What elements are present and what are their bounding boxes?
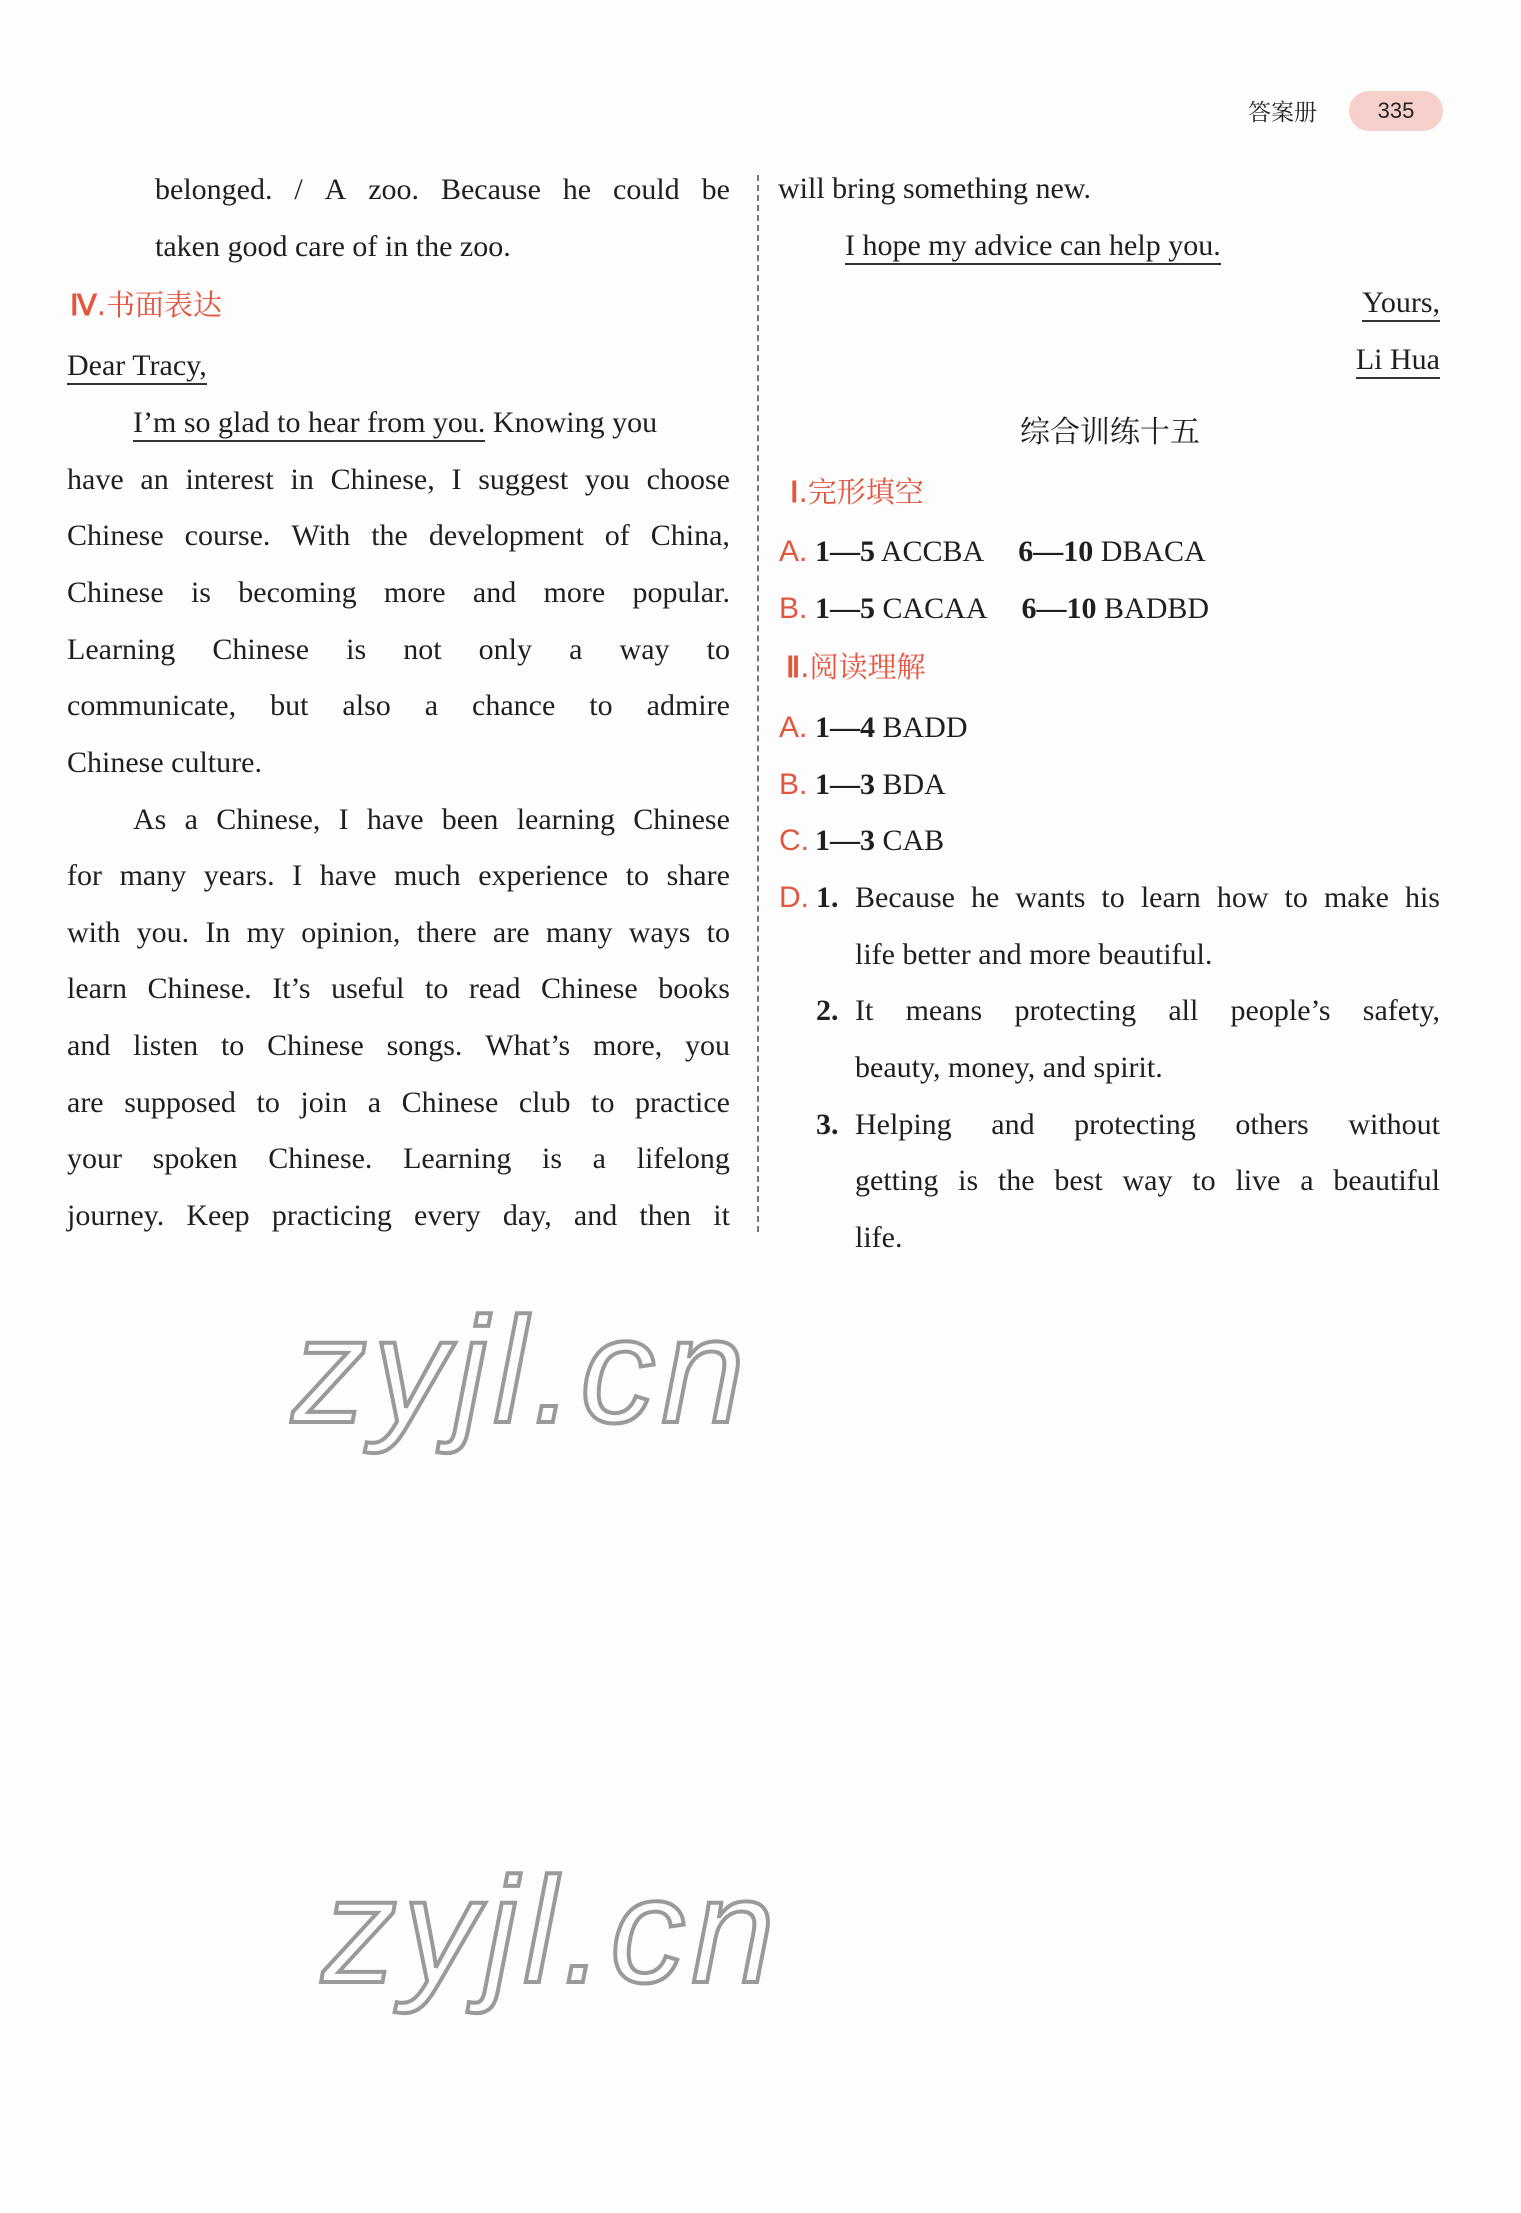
text-line (67, 688, 730, 724)
word: to (220, 1029, 245, 1062)
word: and (573, 1199, 618, 1232)
word: As (133, 803, 167, 836)
word: Learning (403, 1142, 512, 1175)
text-line (67, 858, 730, 894)
text-line: life better and more beautiful. (855, 938, 1213, 971)
word: getting (855, 1164, 939, 1197)
text-line: taken good care of in the zoo. (155, 230, 511, 263)
word: is (190, 576, 211, 609)
word: supposed (124, 1086, 236, 1119)
item-number: 2. (816, 994, 839, 1027)
text-line (67, 632, 730, 668)
word: Chinese (541, 972, 638, 1005)
section-title: .书面表达 (96, 288, 222, 322)
word: years. (203, 859, 275, 892)
word: way (1122, 1164, 1173, 1197)
word: journey. (67, 1199, 165, 1232)
word: Chinese (67, 576, 164, 609)
word: could (613, 173, 680, 206)
word: it (713, 1199, 730, 1232)
word: Because (440, 173, 541, 206)
word: interest (185, 463, 274, 496)
underlined-sentence: I’m so glad to hear from you. (133, 406, 485, 442)
letter-closing: Yours, (1200, 285, 1440, 321)
page-number-badge: 335 (1349, 91, 1443, 131)
word: have (366, 803, 424, 836)
word: are (67, 1086, 104, 1119)
word: useful (331, 972, 405, 1005)
word: songs. (386, 1029, 463, 1062)
word: best (1054, 1164, 1103, 1197)
word: lifelong (636, 1142, 730, 1175)
word: your (67, 1142, 122, 1175)
text-line (67, 1198, 730, 1234)
word: learn (1140, 881, 1201, 914)
answer-line: A. 1—5 ACCBA 6—10 DBACA (779, 535, 1206, 568)
section-title: .阅读理解 (800, 650, 926, 684)
word: Chinese (267, 1029, 364, 1062)
word: many (119, 859, 187, 892)
word: learn (67, 972, 127, 1005)
word: and (991, 1108, 1035, 1141)
word: others (1235, 1108, 1309, 1141)
word: without (1348, 1108, 1440, 1141)
exercise-title: 综合训练十五 (1020, 415, 1200, 450)
word: join (300, 1086, 348, 1119)
word: protecting (1014, 994, 1137, 1027)
word: he (971, 881, 1000, 914)
word: you (584, 463, 630, 496)
watermark: zyjl.cn (322, 1846, 781, 2014)
word: have (67, 463, 124, 496)
word: there (416, 916, 477, 949)
word: make (1323, 881, 1389, 914)
section-number: Ⅰ (790, 477, 799, 509)
text-line (67, 1028, 730, 1064)
word: been (441, 803, 499, 836)
letter-greeting: Dear Tracy, (67, 348, 207, 384)
word: protecting (1074, 1108, 1196, 1141)
word: an (140, 463, 169, 496)
word: way (619, 633, 670, 666)
word: to (591, 1086, 615, 1119)
word: in (290, 463, 314, 496)
text-line (155, 172, 730, 208)
word: to (589, 689, 613, 722)
word: experience (478, 859, 609, 892)
word: every (414, 1199, 481, 1232)
word: is (958, 1164, 979, 1197)
word: course. (184, 519, 271, 552)
word: In (205, 916, 231, 949)
word: more, (593, 1029, 663, 1062)
word: you (685, 1029, 730, 1062)
answer-letter: A. (779, 535, 808, 568)
word: to (1192, 1164, 1216, 1197)
word: development (428, 519, 584, 552)
text-line: will bring something new. (778, 172, 1092, 205)
word: listen (133, 1029, 199, 1062)
word: choose (646, 463, 730, 496)
text-line: I’m so glad to hear from you. Knowing you (133, 405, 730, 441)
word: / (294, 173, 303, 206)
word: to (256, 1086, 280, 1119)
word: ways (628, 916, 691, 949)
word: opinion, (301, 916, 401, 949)
word: club (518, 1086, 571, 1119)
word: then (639, 1199, 692, 1232)
word: Chinese (401, 1086, 499, 1119)
word: I (451, 463, 462, 496)
word: how (1216, 881, 1269, 914)
word: Learning (67, 633, 176, 666)
word: you. (136, 916, 190, 949)
text-line (855, 1163, 1440, 1199)
answer-line: B. 1—3 BDA (779, 768, 946, 801)
word: is (542, 1142, 563, 1175)
word: It’s (272, 972, 311, 1005)
word: he (562, 173, 592, 206)
item-number: 3. (816, 1108, 839, 1141)
word: wants (1015, 881, 1086, 914)
word: Because (855, 881, 955, 914)
word: I (292, 859, 303, 892)
word: A (324, 173, 347, 206)
word: safety, (1362, 994, 1440, 1027)
word: suggest (478, 463, 569, 496)
word: people’s (1230, 994, 1331, 1027)
section-heading-i (790, 474, 924, 510)
text-line (845, 228, 1221, 264)
section-number: Ⅱ (786, 652, 801, 684)
word: with (67, 916, 121, 949)
word: live (1235, 1164, 1281, 1197)
word: beautiful (1333, 1164, 1440, 1197)
word: books (658, 972, 730, 1005)
word: Helping (855, 1108, 952, 1141)
text-line: beauty, money, and spirit. (855, 1051, 1163, 1084)
word: a (184, 803, 198, 836)
word: not (403, 633, 442, 666)
answer-letter: D. (779, 881, 809, 914)
text-line (67, 1141, 730, 1177)
section-heading-ii (786, 649, 926, 685)
word: also (342, 689, 391, 722)
word: of (604, 519, 630, 552)
word: only (478, 633, 533, 666)
answer-line: A. 1—4 BADD (779, 711, 968, 744)
word: a (367, 1086, 382, 1119)
text-line (67, 971, 730, 1007)
word: the (371, 519, 408, 552)
word: chance (472, 689, 556, 722)
header-label: 答案册 (1248, 100, 1317, 126)
word: to (1101, 881, 1125, 914)
word: share (666, 859, 730, 892)
answer-letter: B. (779, 592, 808, 625)
text-line: Chinese culture. (67, 746, 262, 779)
word: day, (502, 1199, 552, 1232)
word: With (291, 519, 351, 552)
word: Chinese (212, 633, 310, 666)
word: to (625, 859, 650, 892)
word: spoken (152, 1142, 238, 1175)
word: learning (516, 803, 615, 836)
word: It (855, 994, 874, 1027)
text-line: life. (855, 1221, 903, 1254)
word: my (246, 916, 285, 949)
text-line (133, 802, 730, 838)
underlined-sentence: I hope my advice can help you. (845, 229, 1221, 265)
watermark: zyjl.cn (292, 1286, 751, 1454)
text-line (67, 915, 730, 951)
word: a (569, 633, 583, 666)
word: to (1284, 881, 1308, 914)
word: becoming (238, 576, 357, 609)
answer-letter-d (779, 880, 815, 916)
answer-letter: A. (779, 711, 808, 744)
word: have (319, 859, 377, 892)
word: communicate, (67, 689, 237, 722)
word: but (270, 689, 309, 722)
answer-letter: C. (779, 824, 809, 857)
word: to (706, 633, 730, 666)
item-number: 1. (816, 881, 839, 914)
word: zoo. (368, 173, 420, 206)
word: Chinese. (147, 972, 252, 1005)
letter-signature: Li Hua (1200, 342, 1440, 378)
word: for (67, 859, 102, 892)
word: the (997, 1164, 1035, 1197)
word: are (492, 916, 530, 949)
section-title: .完形填空 (798, 475, 924, 509)
word: and (472, 576, 517, 609)
text-line (67, 1085, 730, 1121)
section-number: Ⅳ (70, 290, 97, 322)
word: means (905, 994, 983, 1027)
column-divider (757, 175, 759, 1232)
word: is (346, 633, 367, 666)
word: a (424, 689, 439, 722)
text-line (67, 575, 730, 611)
word: practice (635, 1086, 730, 1119)
answer-letter: B. (779, 768, 808, 801)
word: many (545, 916, 613, 949)
answer-line: C. 1—3 CAB (779, 824, 945, 857)
word: much (393, 859, 461, 892)
word: admire (646, 689, 730, 722)
word: I (338, 803, 349, 836)
word: his (1404, 881, 1440, 914)
word: all (1168, 994, 1199, 1027)
word: more (383, 576, 446, 609)
text-line (67, 518, 730, 554)
word: Chinese, (330, 463, 435, 496)
word: What’s (485, 1029, 571, 1062)
answer-line: B. 1—5 CACAA 6—10 BADBD (779, 592, 1210, 625)
section-heading-iv (70, 287, 222, 323)
word: practicing (271, 1199, 392, 1232)
word: a (592, 1142, 606, 1175)
word: China, (650, 519, 730, 552)
word: Chinese, (216, 803, 321, 836)
word: Chinese (633, 803, 730, 836)
word: popular. (632, 576, 730, 609)
word: more (543, 576, 606, 609)
text-line (67, 462, 730, 498)
text-line (855, 880, 1440, 916)
word: a (1300, 1164, 1314, 1197)
word: Chinese (67, 519, 164, 552)
text-line (855, 1107, 1440, 1143)
word: be (701, 173, 730, 206)
word: to (706, 916, 730, 949)
word: to (424, 972, 449, 1005)
word: read (468, 972, 521, 1005)
text-line (855, 993, 1440, 1029)
word: belonged. (155, 173, 273, 206)
word: and (67, 1029, 111, 1062)
word: Chinese. (268, 1142, 373, 1175)
word: Keep (186, 1199, 250, 1232)
